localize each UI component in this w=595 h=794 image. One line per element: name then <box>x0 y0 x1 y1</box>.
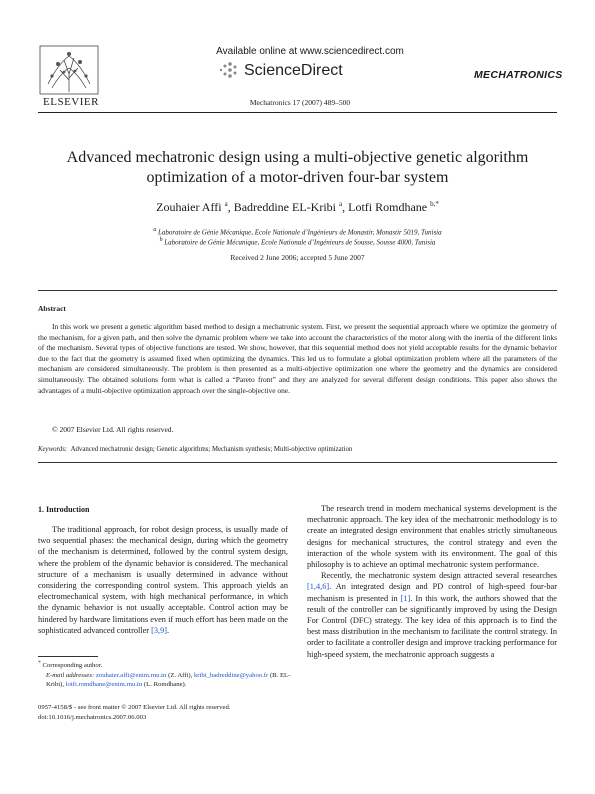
citation-link[interactable]: [3,9] <box>151 625 168 635</box>
abstract-body: In this work we present a genetic algorithm based method to design a mechatronic system. First, we present the sequential approach where we optimize the geometry of the mechanism, for a given path, and then solve the dynamic problem where we take into account the characteristics of the motor along with the inertia of the different links of the mechanism. Several types of objective functions are tested. We show, however, that this sequential method does not yield acceptable results for the dynamic behavior due to the fact that the geometry is assumed fixed when optimizing the dynamics. This led us to formulate a global optimization problem where all the parameters of the mechanism are considered simultaneously. The problem is then presented as a multi-objective optimization one where the geometry and the dynamics are considered simultaneously. The obtained solutions form what is called a “Pareto front” and they are analyzed for several different design conditions. This paper also shows the advantages of a multi-objective optimization approach over the single-objective one. <box>38 322 557 395</box>
email-link[interactable]: kribi_badreddine@yahoo.fr <box>193 671 269 679</box>
affiliation-mark: b <box>159 237 163 243</box>
keywords-label: Keywords: <box>38 446 68 453</box>
abstract-divider <box>38 462 557 463</box>
journal-reference: Mechatronics 17 (2007) 489–500 <box>249 98 351 107</box>
title-divider <box>38 290 557 291</box>
author-name: Zouhaier Affi <box>156 200 222 214</box>
footnote-star: * <box>38 660 41 666</box>
citation-link[interactable]: [1] <box>400 593 411 603</box>
left-column <box>38 524 288 636</box>
author-affiliation-mark: a <box>224 200 228 208</box>
corresponding-author-footnote: * Corresponding author. E-mail addresses: zouhaier.affi@enim.rnu.tn (Z. Affi), kribi_badreddine@yahoo.fr (B. EL-Kribi), lotfi.romdhane@enim.rnu.tn (L. Romdhane). <box>38 660 291 689</box>
author-name: Badreddine EL-Kribi <box>233 200 336 214</box>
paragraph: The research trend in modern mechanical systems development is the mechatronic approach. The key idea of the mechatronic methodology is to create an integrated design environment that enables strictly simultaneous designs for mechanical structures, the control strategy and even the interaction of the whole system with its environment. The goal of this philosophy is to achieve an optimal mechatronic system performance. <box>307 504 557 570</box>
author-affiliation-mark: a <box>339 200 343 208</box>
available-online-text[interactable]: Available online at www.sciencedirect.com <box>216 46 404 57</box>
citation-link[interactable]: [1,4,6] <box>307 582 330 592</box>
publisher-name: ELSEVIER <box>43 96 99 108</box>
email-link[interactable]: lotfi.romdhane@enim.rnu.tn <box>65 681 143 689</box>
journal-name: MECHATRONICS <box>474 69 563 81</box>
issn-doi-block <box>38 703 308 722</box>
paragraph: Recently, the mechatronic system design attracted several researches [1,4,6]. An integrated design and PD control of high-speed four-bar mechanism is presented in [1]. In this work, the authors showed that the result of the controller can be significantly improved by using the Design For Control (DFC) strategy. The key idea of this approach is to find the best mass distribution in the mechanism to facilitate the control strategy. In order to facilitate a controller design and improve tracking performance for high-speed system, the mechatronic approach suggests a <box>307 571 557 659</box>
keywords-list: Advanced mechatronic design; Genetic algorithms; Mechanism synthesis; Multi-objective optimization <box>70 446 353 453</box>
sciencedirect-dots-icon <box>218 60 238 80</box>
affiliation-mark: a <box>153 227 157 233</box>
abstract-heading: Abstract <box>38 304 66 313</box>
author-name: Lotfi Romdhane <box>348 200 428 214</box>
abstract-copyright: © 2007 Elsevier Ltd. All rights reserved. <box>52 425 174 434</box>
article-title: Advanced mechatronic design using a multi-objective genetic algorithm optimization of a motor-driven four-bar system <box>66 149 529 186</box>
received-dates: Received 2 June 2006; accepted 5 June 2007 <box>230 253 365 262</box>
email-link[interactable]: zouhaier.affi@enim.rnu.tn <box>95 671 167 679</box>
right-column <box>307 503 557 660</box>
email-label: E-mail addresses: <box>46 671 95 679</box>
keywords-line <box>38 446 557 453</box>
author-list: Zouhaier Affi $^a$, Badreddine EL-Kribi $^a$, Lotfi Romdhane $^{b,*}$ <box>156 200 439 214</box>
affiliation-b: $^b$ Laboratoire de Génie Mécanique, Ecole Nationale d’Ingénieurs de Sousse, Sousse 4000, Tunisia <box>159 237 436 247</box>
issn-line: 0957-4158/$ - see front matter © 2007 Elsevier Ltd. All rights reserved. <box>38 704 231 711</box>
footnote-divider <box>38 656 98 657</box>
paragraph: The traditional approach, for robot design process, is usually made of two sequential phases: the mechanical design, during which the geometry of the mechanism is determined, followed by the control system design, where the problem of the dynamic behavior is considered. The mechanical structure of a mechanism is usually determined in advance without considering the corresponding control system. This approach yields an electromechanical system, with high mechanical performance, in which the dynamic behavior is not usually acceptable. Control action may be hindered by hardware limitations even if much effort has been made on the sophisticated advanced controller [3,9]. <box>38 525 288 635</box>
sciencedirect-logo-text: ScienceDirect <box>244 62 343 79</box>
affiliation-a: $^a$ Laboratoire de Génie Mécanique, Ecole Nationale d’Ingénieurs de Monastir, Monastir 5019, Tunisia <box>153 227 442 237</box>
author-affiliation-mark: b,* <box>430 200 439 208</box>
section-heading: 1. Introduction <box>38 505 90 514</box>
doi-line[interactable]: doi:10.1016/j.mechatronics.2007.06.003 <box>38 713 147 721</box>
header-divider <box>38 112 557 113</box>
